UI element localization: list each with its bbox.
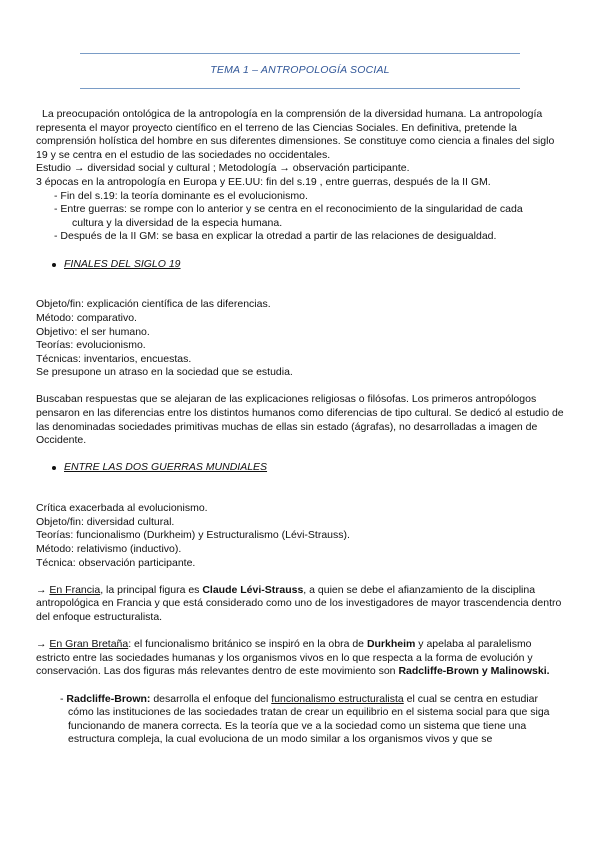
header-rule-bottom	[80, 88, 520, 89]
radcliffe-text: desarrolla el enfoque del	[150, 692, 272, 705]
francia-label: En Francia	[49, 583, 101, 596]
radcliffe-term: funcionalismo estructuralista	[271, 692, 404, 705]
spacer	[36, 448, 566, 462]
francia-text: , a quien se debe el afianzamiento de la disciplina antropológica en Francia y que está considerado como uno de los investigadores de mayor trascendencia dentro del enfoque estructuralista.	[36, 583, 562, 623]
bretana-text: y apelaba al paralelismo estricto entre las sociedades humanas y los organismos vivos en lo que respecta a la forma de evolución y conservación. Las dos figuras más relevantes dentro de este movimiento son	[36, 638, 533, 678]
section-heading-finales	[36, 258, 566, 272]
spacer	[36, 285, 566, 299]
finales-line: Método: comparativo.	[36, 311, 137, 324]
spacer	[36, 244, 566, 258]
spacer	[36, 679, 566, 693]
finales-line: Objeto/fin: explicación científica de las diferencias.	[36, 298, 271, 311]
radcliffe-paragraph	[36, 693, 566, 747]
arrow-icon: →	[36, 583, 50, 596]
francia-text: , la principal figura es	[100, 583, 203, 596]
spacer	[36, 475, 566, 489]
bretana-name: Radcliffe-Brown y Malinowski.	[398, 665, 550, 678]
intro-study-line: Estudio → diversidad social y cultural ; Metodología → observación participante.	[36, 162, 410, 175]
dash-marker: -	[60, 692, 67, 705]
spacer	[36, 625, 566, 639]
epoch-item-3: - Después de la II GM: se basa en explicar la otredad a partir de las relaciones de desigualdad.	[54, 230, 497, 243]
guerras-line: Técnica: observación participante.	[36, 556, 196, 569]
radcliffe-text: el cual se centra en estudiar cómo las instituciones de las sociedades tratan de crear un equilibrio en el sistema social para que siga funcionando de manera correcta. Es la teoría que ve a la sociedad como un sistema que tiene una estructura compleja, la cual evoluciona de un modo similar a los organismos vivos y que se	[68, 692, 550, 746]
page-title: TEMA 1 – ANTROPOLOGÍA SOCIAL	[210, 64, 390, 76]
guerras-line: Objeto/fin: diversidad cultural.	[36, 515, 175, 528]
arrow-icon: →	[36, 638, 50, 651]
bretana-text: : el funcionalismo británico se inspiró en la obra de	[128, 638, 367, 651]
finales-line: Objetivo: el ser humano.	[36, 325, 150, 338]
spacer	[36, 380, 566, 394]
spacer	[36, 570, 566, 584]
section-heading-guerras	[36, 461, 566, 475]
spacer	[36, 489, 566, 503]
epoch-item-1: - Fin del s.19: la teoría dominante es el evolucionismo.	[54, 189, 308, 202]
spacer	[36, 271, 566, 285]
epoch-item-2-line-2: cultura y la diversidad de la especia humana.	[72, 216, 283, 229]
finales-line: Teorías: evolucionismo.	[36, 339, 146, 352]
guerras-line: Crítica exacerbada al evolucionismo.	[36, 502, 208, 515]
epoch-item-2	[36, 203, 566, 230]
francia-paragraph	[36, 584, 566, 625]
bretana-name: Durkheim	[366, 638, 416, 651]
document-body	[36, 108, 566, 747]
intro-paragraph: La preocupación ontológica de la antropología en la comprensión de la diversidad humana. La antropología representa el mayor proyecto científico en el terreno de las Ciencias Sociales. En definitiva, pretende la comprensión holística del hombre en sus diferentes dimensiones. Se constituye como ciencia a finales del siglo 19 y se centra en el estudio de las sociedades no occidentales.	[36, 108, 555, 161]
bretana-label: En Gran Bretaña	[49, 638, 129, 651]
finales-paragraph: Buscaban respuestas que se alejaran de las explicaciones religiosas o filósofas. Los primeros antropólogos pensaron en las diferencias entre los distintos humanos como diferencias de tipo cultural. Se dedicó al estudio de las denominadas sociedades primitivas muchas de ellas sin estado (ágrafas), no desarrolladas a imagen de Occidente.	[36, 393, 564, 447]
guerras-line: Teorías: funcionalismo (Durkheim) y Estructuralismo (Lévi-Strauss).	[36, 529, 350, 542]
guerras-line: Método: relativismo (inductivo).	[36, 543, 182, 555]
section-heading-finales-text: FINALES DEL SIGLO 19	[64, 257, 181, 270]
radcliffe-name: Radcliffe-Brown:	[66, 692, 151, 705]
finales-line: Se presupone un atraso en la sociedad que se estudia.	[36, 366, 293, 379]
epoch-item-2-line-1: - Entre guerras: se rompe con lo anterior y se centra en el reconocimiento de la singularidad de cada	[54, 203, 523, 216]
finales-line: Técnicas: inventarios, encuestas.	[36, 352, 192, 365]
header-rule-top	[80, 53, 520, 54]
intro-epochs-line: 3 épocas en la antropología en Europa y EE.UU: fin del s.19 , entre guerras, después de la II GM.	[36, 175, 491, 188]
francia-name: Claude Lévi-Strauss	[202, 583, 304, 596]
bretana-paragraph	[36, 638, 566, 679]
section-heading-guerras-text: ENTRE LAS DOS GUERRAS MUNDIALES	[64, 461, 268, 474]
